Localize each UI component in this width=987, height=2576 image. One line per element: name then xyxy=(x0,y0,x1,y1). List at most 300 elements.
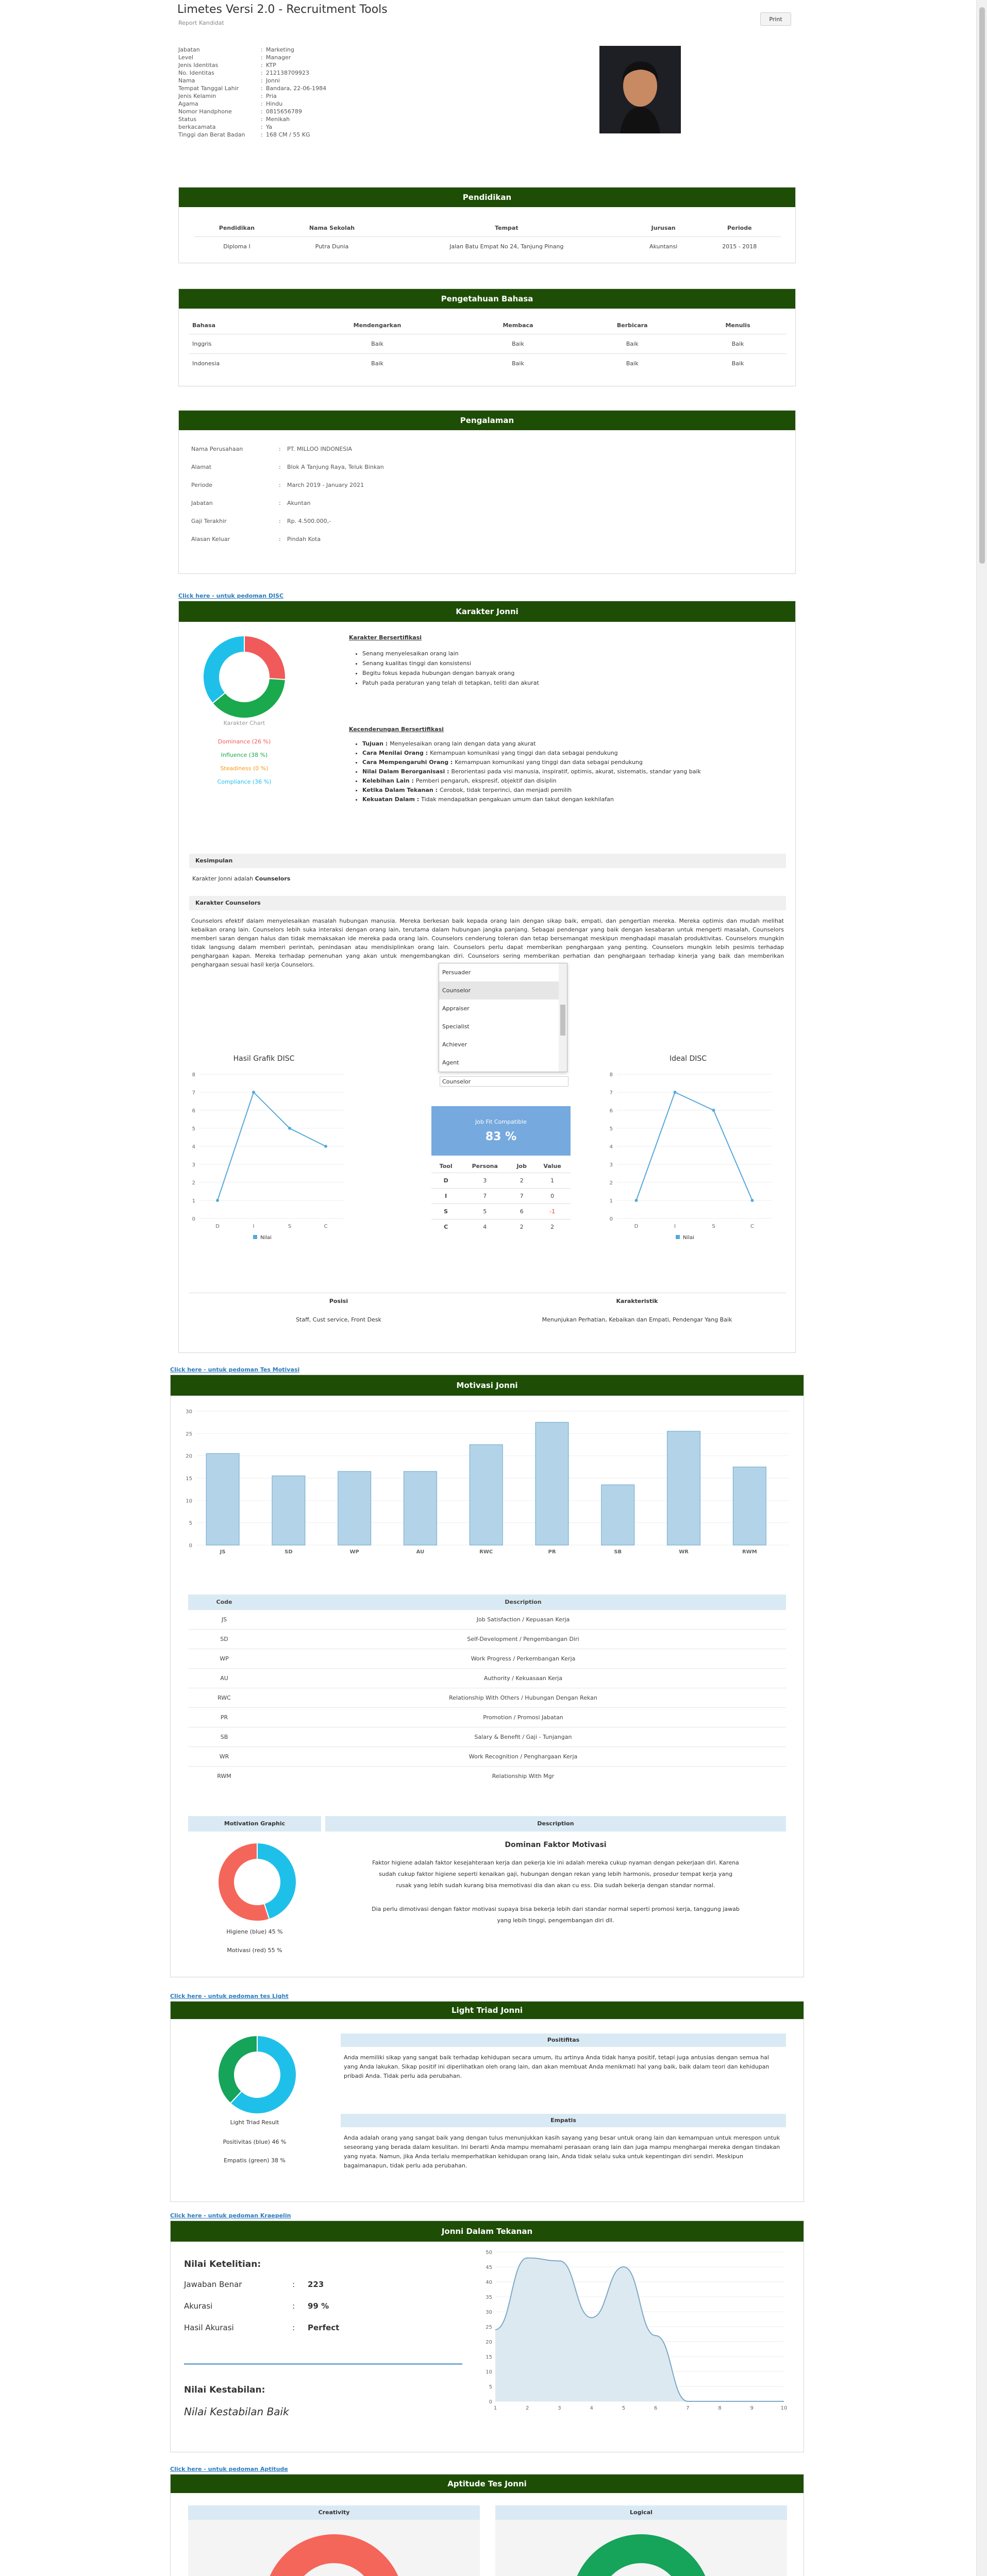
table-cell: Baik xyxy=(731,360,744,367)
profile-key: Jenis Kelamin xyxy=(178,93,216,99)
pendidikan-table xyxy=(194,219,781,256)
kecenderungan-item xyxy=(362,758,785,767)
profile-key: Tinggi dan Berat Badan xyxy=(178,131,245,138)
positif-text: Anda memiliki sikap yang sangat baik terhadap kehidupan secara umum, itu artinya Anda tidak hanya positif, tetapi juga antusias dengan semua hal yang Anda lakukan. Sikap positif ini diperlihatkan oleh orang lain, dan akan membuat Anda menikmati hal yang baik, baik dalam teori dan kehidupan pribadi Anda. Tidak perlu ada perubahan. xyxy=(344,2054,769,2079)
krepelin-guide-link[interactable]: Click here - untuk pedoman Kraepelin xyxy=(170,2212,291,2219)
area-tick-label: 30 xyxy=(486,2310,492,2315)
area-category-label: 2 xyxy=(526,2405,529,2411)
disc-legend-item: Dominance (26 %) xyxy=(218,738,271,745)
disc-legend xyxy=(200,735,288,789)
profile-row xyxy=(178,124,539,131)
ketelitian-row xyxy=(184,2280,452,2301)
bar-category-label: SD xyxy=(285,1549,293,1555)
pengalaman-colon: : xyxy=(279,446,281,452)
motivasi-donut-chart xyxy=(216,1841,298,1923)
table-row xyxy=(189,354,786,374)
kecenderungan-key: Kekuatan Dalam : xyxy=(362,796,420,803)
area-tick-label: 50 xyxy=(486,2250,492,2256)
disc-section xyxy=(178,601,796,1353)
dropdown-option[interactable]: Achiever xyxy=(442,1041,467,1048)
code-cell: Relationship With Others / Hubungan Dengan Rekan xyxy=(449,1694,597,1701)
pengalaman-key: Gaji Terakhir xyxy=(191,518,227,524)
ketelitian-divider xyxy=(184,2363,462,2365)
empati-text: Anda adalah orang yang sangat baik yang dengan tulus menunjukkan kasih sayang yang besar untuk orang lain dan kemampuan untuk merespon untuk seseorang yang berada dalam kesulitan. Ini berarti Anda mampu memahami perasaan orang lain dan juga mampu menghargai mereka dengan tindakan yang nyata. Namun, jika Anda terlalu memperhatikan kehidupan orang lain, Anda tidak selalu suka untuk kepentingan diri sendiri. Meskipun bagaimanapun, tidak perlu ada perubahan. xyxy=(344,2134,780,2169)
ideal-category-label: S xyxy=(712,1224,715,1229)
code-cell: Job Satisfaction / Kepuasan Kerja xyxy=(476,1616,570,1623)
kesimpulan-label: Karakter Jonni adalah xyxy=(192,875,254,882)
code-cell: RWC xyxy=(218,1694,231,1701)
kecenderungan-item xyxy=(362,786,785,795)
grafik-category-label: S xyxy=(288,1224,292,1229)
disc-title: Karakter Jonni xyxy=(179,601,795,622)
profile-row xyxy=(178,131,539,139)
disc-slice xyxy=(203,636,244,703)
ideal-point xyxy=(712,1109,715,1112)
pengalaman-key: Periode xyxy=(191,482,213,488)
bar-tick-label: 30 xyxy=(186,1409,192,1415)
tekanan-area-chart xyxy=(480,2247,799,2422)
area-category-label: 8 xyxy=(718,2405,722,2411)
job-fit-card xyxy=(431,1106,571,1156)
score-cell: 3 xyxy=(483,1177,487,1184)
score-cell: -1 xyxy=(549,1208,556,1215)
bar-category-label: RWM xyxy=(742,1549,757,1555)
table-cell: Jalan Batu Empat No 24, Tanjung Pinang xyxy=(449,243,564,250)
score-header-cell: Value xyxy=(543,1163,561,1170)
ideal-category-label: C xyxy=(750,1224,754,1229)
bar-tick-label: 15 xyxy=(186,1476,192,1482)
motivasi-bar xyxy=(206,1453,239,1545)
kecenderungan-key: Cara Mempengaruhi Orang : xyxy=(362,759,453,766)
profile-row xyxy=(178,100,539,108)
kecenderungan-value: Tidak mendapatkan pengakuan umum dan takut dengan kekhilafan xyxy=(421,796,614,803)
light-guide-link[interactable]: Click here - untuk pedoman tes Light xyxy=(170,1993,289,1999)
score-cell: S xyxy=(444,1208,448,1215)
karakter-heading: Karakter Bersertifikasi xyxy=(349,634,422,641)
score-row xyxy=(431,1219,571,1235)
pendidikan-title: Pendidikan xyxy=(179,188,795,207)
profile-row xyxy=(178,46,539,54)
profile-key: berkacamata xyxy=(178,124,216,130)
pengalaman-value: March 2019 - January 2021 xyxy=(287,482,364,488)
ideal-legend-swatch xyxy=(676,1235,680,1239)
ideal-tick-label: 3 xyxy=(609,1162,613,1168)
table-row xyxy=(194,237,781,257)
grafik-tick-label: 2 xyxy=(192,1180,195,1186)
profile-key: Nama xyxy=(178,77,195,84)
table-header-cell: Membaca xyxy=(503,322,533,329)
disc-donut-chart xyxy=(200,633,288,721)
bahasa-title: Pengetahuan Bahasa xyxy=(179,289,795,309)
score-cell: D xyxy=(443,1177,448,1184)
grafik-category-label: D xyxy=(215,1224,220,1229)
job-fit-value: 83 % xyxy=(485,1130,517,1143)
page-scrollbar[interactable] xyxy=(976,0,987,2576)
code-cell: Salary & Benefit / Gaji - Tunjangan xyxy=(474,1734,572,1740)
ideal-tick-label: 8 xyxy=(609,1072,613,1078)
profile-key: Tempat Tanggal Lahir xyxy=(178,85,239,92)
area-category-label: 7 xyxy=(686,2405,690,2411)
disc-legend-item: Influence (38 %) xyxy=(221,752,268,758)
table-cell: Baik xyxy=(626,360,639,367)
grafik-point xyxy=(216,1199,219,1202)
pengalaman-value: PT. MILLOO INDONESIA xyxy=(287,446,352,452)
code-cell: Work Recognition / Penghargaan Kerja xyxy=(469,1753,578,1760)
motivasi-title: Motivasi Jonni xyxy=(171,1375,804,1396)
code-header: Code xyxy=(216,1599,232,1605)
aptitude-card-title: Creativity xyxy=(188,2505,480,2520)
dropdown-selected-value[interactable]: Counselor xyxy=(440,1076,568,1087)
bar-tick-label: 25 xyxy=(186,1431,192,1437)
pengalaman-row xyxy=(191,446,604,464)
score-cell: 1 xyxy=(550,1177,555,1184)
kecenderungan-item xyxy=(362,776,785,786)
area-tick-label: 15 xyxy=(486,2354,492,2360)
light-donut-chart xyxy=(216,2033,298,2116)
score-row xyxy=(431,1204,571,1219)
code-cell: WP xyxy=(220,1655,229,1662)
disc-chart-label: Karakter Chart xyxy=(223,720,265,726)
ketelitian-row xyxy=(184,2323,452,2345)
grafik-legend-swatch xyxy=(253,1235,257,1239)
area-category-label: 9 xyxy=(750,2405,754,2411)
score-header-cell: Persona xyxy=(472,1163,498,1170)
area-category-label: 3 xyxy=(558,2405,561,2411)
profile-key: Jenis Identitas xyxy=(178,62,219,69)
pengalaman-row xyxy=(191,536,604,554)
grafik-tick-label: 5 xyxy=(192,1126,195,1132)
ketelitian-rows xyxy=(184,2280,452,2345)
code-cell: RWM xyxy=(217,1773,231,1780)
pengalaman-key: Alamat xyxy=(191,464,212,470)
profile-colon: : xyxy=(261,85,263,92)
posisi-value: Staff, Cust service, Front Desk xyxy=(296,1316,381,1323)
app-subtitle: Report Kandidat xyxy=(178,20,224,26)
ideal-title: Ideal DISC xyxy=(669,1055,707,1063)
kecenderungan-value: Pemberi pengaruh, ekspresif, objektif dan disiplin xyxy=(415,777,557,784)
ideal-tick-label: 4 xyxy=(609,1144,613,1150)
profile-key: Level xyxy=(178,54,194,61)
motivasi-bar xyxy=(338,1471,371,1545)
kecenderungan-item xyxy=(362,739,785,749)
bar-category-label: RWC xyxy=(479,1549,493,1555)
code-row xyxy=(188,1669,786,1688)
description-header: Description xyxy=(505,1599,542,1605)
app-title: Limetes Versi 2.0 - Recruitment Tools xyxy=(177,3,388,16)
table-header-cell: Tempat xyxy=(495,225,518,231)
ideal-tick-label: 2 xyxy=(609,1180,613,1186)
pengalaman-colon: : xyxy=(279,500,281,506)
grafik-title: Hasil Grafik DISC xyxy=(233,1055,295,1063)
area-tick-label: 0 xyxy=(489,2399,492,2405)
code-row xyxy=(188,1747,786,1767)
kecenderungan-item xyxy=(362,767,785,776)
aptitude-section xyxy=(170,2474,804,2576)
aptitude-card-title: Logical xyxy=(495,2505,787,2520)
motivasi-bar-chart xyxy=(176,1406,799,1561)
pengalaman-row xyxy=(191,518,604,536)
kecenderungan-value: Kemampuan komunikasi yang tinggi dan data sebagai pendukung xyxy=(430,750,618,756)
profile-row xyxy=(178,70,539,77)
light-slice xyxy=(218,2036,257,2103)
profile-value: Pria xyxy=(266,93,277,99)
pengalaman-key: Nama Perusahaan xyxy=(191,446,243,452)
code-cell: PR xyxy=(220,1714,228,1721)
profile-colon: : xyxy=(261,54,263,61)
ketelitian-row xyxy=(184,2301,452,2323)
area-tick-label: 5 xyxy=(489,2384,492,2390)
karakteristik-label: Karakteristik xyxy=(616,1298,658,1304)
motivasi-bar xyxy=(733,1467,766,1545)
table-cell: Diploma I xyxy=(223,243,250,250)
kecenderungan-list xyxy=(362,739,785,804)
ketelitian-colon: : xyxy=(292,2280,295,2289)
dropdown-option[interactable]: Counselor xyxy=(439,981,559,999)
bar-category-label: WR xyxy=(679,1549,689,1555)
score-row xyxy=(431,1173,571,1189)
score-cell: 5 xyxy=(483,1208,487,1215)
karakter-item: • Begitu fokus kepada hubungan dengan banyak orang xyxy=(362,668,775,678)
ideal-tick-label: 5 xyxy=(609,1126,613,1132)
profile-value: Jonni xyxy=(266,77,280,84)
pengalaman-title: Pengalaman xyxy=(179,411,795,430)
dropdown-option[interactable]: Specialist xyxy=(442,1023,470,1030)
light-chart-label: Light Triad Result xyxy=(230,2119,279,2126)
light-title: Light Triad Jonni xyxy=(171,2002,804,2019)
kecenderungan-key: Tujuan : xyxy=(362,740,388,747)
pengalaman-key: Alasan Keluar xyxy=(191,536,230,543)
counselor-dropdown[interactable] xyxy=(439,963,567,1072)
profile-key: No. Identitas xyxy=(178,70,214,76)
kecenderungan-key: Cara Menilai Orang : xyxy=(362,750,428,756)
profile-row xyxy=(178,85,539,93)
profile-row xyxy=(178,62,539,70)
code-cell: Self-Development / Pengembangan Diri xyxy=(467,1636,579,1642)
motivasi-bar xyxy=(536,1422,568,1545)
grafik-tick-label: 6 xyxy=(192,1108,195,1114)
disc-slice xyxy=(244,636,286,680)
table-cell: Inggris xyxy=(192,341,212,347)
print-button[interactable]: Print xyxy=(760,12,791,26)
code-header-row xyxy=(188,1595,786,1610)
scrollbar-thumb[interactable] xyxy=(979,7,985,564)
grafik-tick-label: 1 xyxy=(192,1198,195,1204)
table-header-cell: Pendidikan xyxy=(219,225,255,231)
karakter-item: • Senang menyelesaikan orang lain xyxy=(362,649,775,658)
score-row xyxy=(431,1189,571,1204)
ideal-point xyxy=(635,1199,638,1202)
table-header-cell: Nama Sekolah xyxy=(309,225,355,231)
ideal-legend-label: Nilai xyxy=(683,1235,694,1241)
posisi-label: Posisi xyxy=(329,1298,348,1304)
bar-category-label: WP xyxy=(349,1549,359,1555)
table-cell: Baik xyxy=(371,360,383,367)
table-cell: Baik xyxy=(512,341,524,347)
table-cell: Baik xyxy=(371,341,383,347)
kecenderungan-key: Kelebihan Lain : xyxy=(362,777,414,784)
area-category-label: 4 xyxy=(590,2405,593,2411)
pengalaman-value: Akuntan xyxy=(287,500,311,506)
table-cell: Akuntansi xyxy=(649,243,678,250)
dropdown-option[interactable]: Agent xyxy=(442,1059,459,1066)
ketelitian-value: 99 % xyxy=(308,2301,329,2311)
code-cell: JS xyxy=(221,1616,227,1623)
dominan-paragraph-1: Faktor higiene adalah faktor kesejahteraan kerja dan pekerja kie ini adalah mereka cukup nyaman dengan pekerjaan diri. Karena sudah cukup faktor higiene seperti kenaikan gaji, hubungan dengan rekan yang lebih harmonis, prosedur tempat kerja yang rusak yang lebih sudah kurang bisa memotivasi dia dan akan cu ess. Dia sudah bekerja dengan standar normal. xyxy=(372,1859,739,1889)
job-fit-label: Job Fit Compatible xyxy=(475,1118,527,1125)
dropdown-option[interactable]: Persuader xyxy=(442,969,471,976)
table-header-cell: Periode xyxy=(727,225,752,231)
kecenderungan-key: Ketika Dalam Tekanan : xyxy=(362,787,438,793)
area-category-label: 5 xyxy=(622,2405,626,2411)
bar-category-label: AU xyxy=(416,1549,425,1555)
grafik-point xyxy=(252,1091,255,1094)
profile-colon: : xyxy=(261,100,263,107)
dropdown-scrollbar[interactable] xyxy=(559,963,567,1072)
profile-row xyxy=(178,93,539,100)
score-header-cell: Tool xyxy=(439,1163,453,1170)
table-cell: Baik xyxy=(626,341,639,347)
table-cell: Putra Dunia xyxy=(315,243,349,250)
pengalaman-value: Rp. 4.500.000,- xyxy=(287,518,331,524)
karakter-item: • Senang kualitas tinggi dan konsistensi xyxy=(362,658,775,668)
pengalaman-colon: : xyxy=(279,536,281,543)
bar-tick-label: 5 xyxy=(189,1520,192,1527)
grafik-tick-label: 8 xyxy=(192,1072,195,1078)
score-cell: 0 xyxy=(550,1193,555,1199)
profile-value: Ya xyxy=(266,124,272,130)
ketelitian-value: Perfect xyxy=(308,2323,340,2332)
score-cell: 2 xyxy=(550,1224,555,1230)
code-cell: WR xyxy=(219,1753,229,1760)
pengalaman-value: Pindah Kota xyxy=(287,536,321,543)
code-cell: SD xyxy=(220,1636,228,1642)
karakter-item: • Patuh pada peraturan yang telah di tetapkan, teliti dan akurat xyxy=(362,678,775,688)
area-tick-label: 40 xyxy=(486,2280,492,2285)
kecenderungan-value: Kemampuan komunikasi yang tinggi dan data sebagai pendukung xyxy=(455,759,643,766)
grafik-point xyxy=(288,1127,291,1130)
legend-empati: Empatis (green) 38 % xyxy=(224,2157,286,2164)
profile-colon: : xyxy=(261,131,263,138)
disc-legend-item: Compliance (36 %) xyxy=(217,778,272,785)
kesimpulan-heading: Kesimpulan xyxy=(189,854,786,868)
legend-higiene: Higiene (blue) 45 % xyxy=(226,1928,283,1935)
aptitude-card xyxy=(188,2505,480,2576)
legend-motivasi: Motivasi (red) 55 % xyxy=(227,1947,282,1954)
profile-value: Manager xyxy=(266,54,291,61)
profile-info xyxy=(178,46,539,139)
grafik-category-label: I xyxy=(253,1224,255,1229)
karakter-box-heading: Karakter Counselors xyxy=(189,896,786,910)
score-header-row xyxy=(431,1160,571,1173)
aptitude-title: Aptitude Tes Jonni xyxy=(171,2475,804,2493)
bar-category-label: SB xyxy=(614,1549,622,1555)
profile-value: Bandara, 22-06-1984 xyxy=(266,85,327,92)
grafik-category-label: C xyxy=(324,1224,328,1229)
pengalaman-colon: : xyxy=(279,482,281,488)
dropdown-option[interactable]: Appraiser xyxy=(442,1005,470,1012)
code-row xyxy=(188,1630,786,1649)
profile-row xyxy=(178,77,539,85)
tekanan-title: Jonni Dalam Tekanan xyxy=(171,2221,804,2242)
kecenderungan-value: Berorientasi pada visi manusia, inspiratif, optimis, akurat, sistematis, standar yang baik xyxy=(451,768,701,775)
karakter-list xyxy=(362,649,775,688)
code-cell: AU xyxy=(220,1675,228,1682)
profile-key: Agama xyxy=(178,100,198,107)
motivasi-section xyxy=(170,1375,804,1977)
pengalaman-row xyxy=(191,482,604,500)
area-tick-label: 10 xyxy=(486,2369,492,2375)
grafik-legend-label: Nilai xyxy=(260,1235,272,1241)
dropdown-options xyxy=(439,963,567,1072)
ideal-tick-label: 1 xyxy=(609,1198,613,1204)
bahasa-table xyxy=(189,317,786,373)
code-cell: Work Progress / Perkembangan Kerja xyxy=(471,1655,576,1662)
motivasi-bar xyxy=(272,1476,305,1545)
profile-key: Jabatan xyxy=(178,46,200,53)
disc-slice xyxy=(212,679,285,718)
aptitude-donut-chart xyxy=(257,2527,411,2576)
motivasi-guide-link[interactable]: Click here - untuk pedoman Tes Motivasi xyxy=(170,1366,300,1373)
code-cell: SB xyxy=(220,1734,228,1740)
ideal-point xyxy=(751,1199,754,1202)
light-section xyxy=(170,2001,804,2202)
profile-colon: : xyxy=(261,124,263,130)
area-fill xyxy=(495,2258,784,2401)
dominan-title: Dominan Faktor Motivasi xyxy=(505,1841,607,1849)
grafik-tick-label: 3 xyxy=(192,1162,195,1168)
table-cell: Indonesia xyxy=(192,360,220,367)
area-tick-label: 25 xyxy=(486,2325,492,2330)
ketelitian-label: Nilai Ketelitian: xyxy=(184,2259,261,2269)
score-header-cell: Job xyxy=(516,1163,527,1170)
profile-colon: : xyxy=(261,116,263,123)
profile-value: 212138709923 xyxy=(266,70,309,76)
code-row xyxy=(188,1767,786,1786)
profile-colon: : xyxy=(261,46,263,53)
profile-key: Nomor Handphone xyxy=(178,108,232,115)
empati-header: Empatis xyxy=(341,2114,786,2127)
pendidikan-section xyxy=(178,187,796,263)
kecenderungan-value: Cerobok, tidak terperinci, dan menjadi pemilih xyxy=(439,787,572,793)
kecenderungan-heading: Kecenderungan Bersertifikasi xyxy=(349,726,444,733)
pengalaman-value: Blok A Tanjung Raya, Teluk Binkan xyxy=(287,464,384,470)
code-cell: Authority / Kekuasaan Kerja xyxy=(483,1675,563,1682)
profile-value: 0815656789 xyxy=(266,108,302,115)
score-cell: 7 xyxy=(520,1193,524,1199)
kestabilan-label: Nilai Kestabilan: xyxy=(184,2385,265,2395)
ideal-point xyxy=(674,1091,677,1094)
aptitude-guide-link[interactable]: Click here - untuk pedoman Aptitude xyxy=(170,2466,288,2472)
disc-legend-item: Steadiness (0 %) xyxy=(220,765,269,772)
pengalaman-colon: : xyxy=(279,518,281,524)
ketelitian-key: Jawaban Benar xyxy=(184,2280,242,2289)
bahasa-section xyxy=(178,289,796,386)
area-category-label: 10 xyxy=(780,2405,788,2411)
profile-colon: : xyxy=(261,62,263,69)
disc-guide-link[interactable]: Click here - untuk pedoman DISC xyxy=(178,592,284,599)
motivasi-bar xyxy=(667,1431,700,1545)
area-category-label: 6 xyxy=(654,2405,658,2411)
grafik-point xyxy=(324,1145,327,1148)
kecenderungan-item xyxy=(362,749,785,758)
motivation-graphic-header: Motivation Graphic xyxy=(188,1816,321,1832)
code-row xyxy=(188,1649,786,1669)
kestabilan-value: Nilai Kestabilan Baik xyxy=(184,2405,289,2418)
positif-header: Positifitas xyxy=(341,2033,786,2047)
dominan-paragraph-2: Dia perlu dimotivasi dengan faktor motivasi supaya bisa bekerja lebih dari standar normal seperti promosi kerja, tanggung jawab yang lebih tinggi, pengembangan diri dll. xyxy=(372,1906,740,1924)
kesimpulan-value: Counselors xyxy=(255,875,291,882)
table-header-row xyxy=(189,317,786,334)
